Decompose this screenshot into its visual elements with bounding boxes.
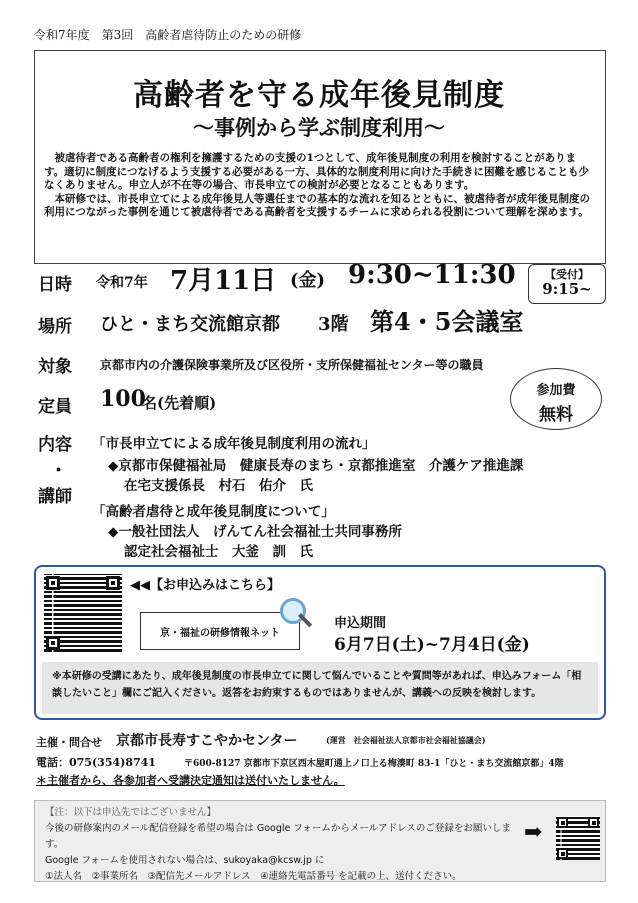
intro-paragraph-2: 本研修では、市長申立てによる成年後見人等選任までの基本的な流れを知るとともに、被虐待者が成年後見制度の利用につながった事例を通じて被虐待者である高齢者を支援するチームに求められる役割について理解を深めます。	[44, 192, 590, 218]
application-period: 6月7日(土)~7月4日(金)	[334, 635, 530, 655]
application-qr-code[interactable]	[44, 574, 122, 652]
organizer-operator: (運営 社会福祉法人京都市社会福祉協議会)	[326, 735, 486, 745]
fee-value: 無料	[539, 405, 573, 425]
series-header: 令和7年度 第3回 高齢者虐待防止のための研修	[34, 28, 302, 42]
period-label: 申込期間	[334, 616, 387, 631]
selection-notice: ＊主催者から、各参加者へ受講決定通知は送付いたしません。	[36, 774, 345, 787]
date-weekday: (金)	[290, 270, 326, 291]
content-dot: ・	[50, 461, 67, 481]
lecture1-speaker: 在宅支援係長 村石 佑介 氏	[124, 478, 313, 494]
fee-badge	[510, 368, 602, 430]
content-label: 内容	[38, 435, 72, 455]
arrow-right-icon: ➡	[524, 820, 543, 845]
capacity-unit: 名(先着順)	[142, 394, 217, 412]
lecture1-title: 「市長申立てによる成年後見制度利用の流れ」	[92, 436, 376, 452]
mailing-line-3: ①法人名 ②事業所名 ③配信先メールアドレス ④連絡先電話番号 を記載の上、送付ください。	[45, 871, 462, 882]
training-net-link[interactable]: 京・福祉の研修情報ネット	[140, 612, 300, 650]
qr-finder-icon	[106, 576, 120, 590]
qr-finder-icon	[557, 817, 568, 828]
target-text: 京都市内の介護保険事業所及び区役所・支所保健福祉センター等の職員	[100, 358, 484, 372]
mailing-box-title: 【注：以下は申込先ではございません】	[45, 807, 217, 818]
reception-label: 【受付】	[545, 268, 589, 281]
apply-here-label: ◀◀【お申込みはこちら】	[130, 578, 280, 593]
mailing-line-1: 今後の研修案内のメール配信登録を希望の場合は Google フォームからメールアドレスのご登録をお願いします。	[45, 823, 511, 850]
mailing-line-2: Google フォームを使用されない場合は、sukoyaka@kcsw.jp に	[45, 855, 325, 866]
date-era: 令和7年	[96, 275, 148, 291]
consultation-note: ※本研修の受講にあたり、成年後見制度の市長申立てに関して悩んでいることや質問等があれば、申込みフォーム「相談したいこと」欄にご記入ください。返答をお約束するものではありませんが、講義への反映を検討します。	[42, 662, 598, 714]
intro-paragraph-1: 被虐待者である高齢者の権利を擁護するための支援の1つとして、成年後見制度の利用を検討することがあります。適切に制度につなげるよう支援する必要がある一方、具体的な制度利用に向けた手続きに困難を感じることも少なくありません。申立人が不在等の場合、市長申立ての検討が必要となることもあります。	[44, 152, 589, 191]
organizer-label: 主催・問合せ	[36, 736, 102, 749]
target-label: 対象	[38, 357, 72, 377]
lecture2-organization: ◆一般社団法人 げんてん社会福祉士共同事務所	[108, 524, 402, 540]
mailing-list-box	[34, 800, 606, 882]
reception-time: 9:15~	[542, 280, 592, 298]
qr-finder-icon	[588, 817, 599, 828]
venue-floor: 3階	[318, 314, 349, 335]
page-subtitle: ～事例から学ぶ制度利用～	[193, 115, 445, 140]
organizer-phone: 電話：075(354)8741	[36, 756, 156, 769]
qr-finder-icon	[46, 636, 60, 650]
reception-badge	[528, 264, 606, 304]
venue-place: ひと・まち交流館京都	[100, 314, 280, 335]
intro-text	[44, 152, 594, 220]
organizer-name: 京都市長寿すこやかセンター	[116, 733, 298, 749]
fee-label: 参加費	[536, 383, 576, 398]
capacity-number: 100	[100, 386, 146, 412]
lecture2-speaker: 認定社会福祉士 大釜 訓 氏	[124, 544, 313, 560]
lecture1-organization: ◆京都市保健福祉局 健康長寿のまち・京都推進室 介護ケア推進課	[108, 458, 524, 474]
venue-room: 第4・5会議室	[370, 307, 524, 336]
organizer-address: 〒600-8127 京都市下京区西木屋町通上ノ口上る梅湊町 83-1「ひと・まち交流館京都」4階	[184, 759, 564, 769]
page-title: 高齢者を守る成年後見制度	[133, 78, 505, 113]
google-form-qr-code[interactable]	[556, 816, 600, 860]
date-label: 日時	[38, 275, 72, 295]
venue-label: 場所	[38, 317, 72, 337]
date-day: 7月11日	[170, 266, 277, 296]
qr-finder-icon	[46, 576, 60, 590]
date-time: 9:30~11:30	[348, 260, 516, 290]
lecture2-title: 「高齢者虐待と成年後見制度について」	[92, 504, 335, 520]
qr-finder-icon	[557, 848, 568, 859]
lecturer-label: 講師	[38, 487, 72, 507]
capacity-label: 定員	[38, 397, 72, 417]
